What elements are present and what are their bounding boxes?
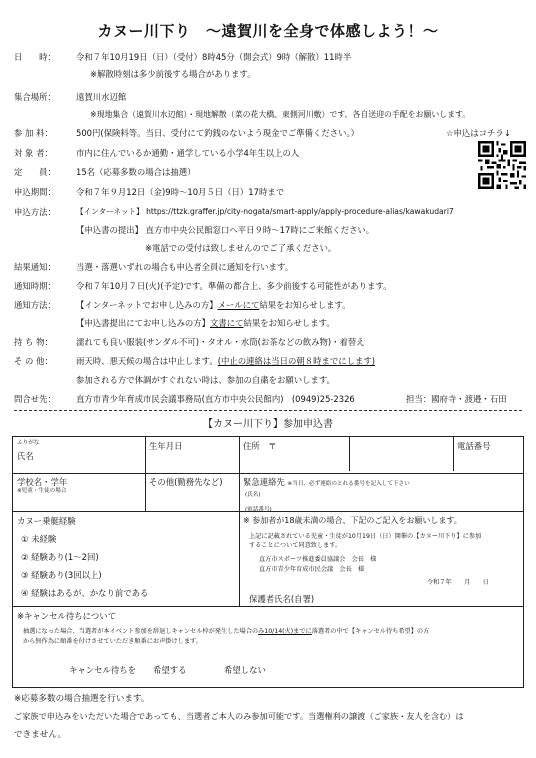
place-label: 集合場所： xyxy=(14,92,56,102)
cancel-text-1: 抽選になった場合、当選者が本イベント参加を辞退しキャンセル枠が発生した場合のみ10/14(火)までに落選者の中で【キャンセル待ち希望】の方 xyxy=(23,628,430,635)
qr-code-icon[interactable] xyxy=(478,141,526,189)
other-field[interactable]: その他(勤務先など) xyxy=(149,477,223,487)
address-field[interactable]: 住所 〒 xyxy=(243,441,277,451)
contact-value: 直方市青少年育成市民会議事務局(直方市中央公民館内) (0949)25-2326 xyxy=(76,394,355,404)
fee-value: 500円(保険料等。当日、受付にて釣銭のないよう現金でご準備ください。） xyxy=(76,128,360,138)
emergency-name: (氏名) xyxy=(245,492,261,498)
notify-method-internet: 【インターネットでお申し込みの方】メールにて結果をお知らせします。 xyxy=(76,300,351,310)
items-value: 濡れても良い服装(サンダル不可)・タオル・水筒(お茶などの飲み物)・着替え xyxy=(76,337,365,347)
other-label: そ の 他： xyxy=(14,356,53,366)
other-value: 雨天時、悪天候の場合は中止します。(中止の連絡は当日の朝８時までにします) xyxy=(76,356,375,366)
fee-label: 参 加 料： xyxy=(14,128,53,138)
cancel-text-2: から無作為に順番を付けさせていただき順番にお声掛けします。 xyxy=(23,638,202,645)
result-label: 結果通知： xyxy=(14,262,56,272)
phone-field[interactable]: 電話番号 xyxy=(457,441,491,451)
school-field[interactable]: 学校名・学年 xyxy=(17,477,68,487)
place-note: ※現地集合（遠賀川水辺館）・現地解散（菜の花大橋、東側河川敷）です。各自送迎の手配をお願いします。 xyxy=(90,110,471,119)
cancel-no-option[interactable]: 希望しない xyxy=(224,665,266,675)
contact-label: 問合せ先： xyxy=(14,394,56,404)
birth-field[interactable]: 生年月日 xyxy=(149,441,183,451)
method-label: 申込方法： xyxy=(14,207,56,217)
form-title: 【カヌー川下り】参加申込書 xyxy=(203,419,333,430)
result-value: 当選・落選いずれの場合も申込者全員に通知を行います。 xyxy=(76,262,294,272)
period-label: 申込期間： xyxy=(14,187,56,197)
cancel-title: ※キャンセル待ちについて xyxy=(17,611,116,621)
place-value: 遠賀川水辺館 xyxy=(76,92,127,102)
items-label: 持 ち 物： xyxy=(14,337,53,347)
notify-date-value: 令和７年10月７日(火)(予定)です。準備の都合上、多少前後する可能性があります。 xyxy=(76,281,392,291)
notify-date-label: 通知時期： xyxy=(14,281,56,291)
method-paper: 【申込書の提出】 直方市中央公民館窓口へ平日９時～17時にご来館ください。 xyxy=(76,225,375,235)
cancel-yes-option[interactable]: 希望する xyxy=(153,665,187,675)
form-cancel-table xyxy=(12,606,524,688)
form-experience-table xyxy=(12,511,524,607)
date-note: ※解散時刻は多少前後する場合があります。 xyxy=(90,69,256,79)
other-note: 参加される方で体調がすぐれない時は、参加の自粛をお願いします。 xyxy=(76,375,335,385)
period-value: 令和７年９月12日（金)9時～10月５日（日）17時まで xyxy=(76,187,285,197)
form-personal-table xyxy=(12,436,524,512)
exp-title: カヌー乗艇経験 xyxy=(17,516,76,526)
exp-option-3[interactable]: ③ 経験あり(3回以上) xyxy=(21,570,102,580)
cut-line xyxy=(14,410,522,411)
school-note: ※児童・生徒の場合 xyxy=(17,488,67,494)
contact-staff: 担当：國府寺・渡邉・石田 xyxy=(406,394,507,404)
page-title: カヌー川下り ～遠賀川を全身で体感しよう！～ xyxy=(97,22,439,40)
emergency-field[interactable]: 緊急連絡先 ※当日、必ず連絡のとれる番号を記入して下さい xyxy=(243,477,410,487)
footer-line-2: ご家族で申込みをいただいた場合であっても、当選者ご本人のみ参加可能です。当選権利の譲渡（ご家族・友人を含む）は xyxy=(14,711,464,721)
date-value: 令和７年10月19日（日）（受付）8時45分（開会式）9時（解散）11時半 xyxy=(76,52,352,62)
minor-date[interactable]: 令和７年 月 日 xyxy=(427,579,489,586)
date-label: 日 時： xyxy=(14,52,56,62)
capacity-value: 15名（応募多数の場合は抽選） xyxy=(76,167,196,177)
qr-note: ☆申込はコチラ↓ xyxy=(446,128,511,138)
target-value: 市内に住んでいるか通勤・通学している小学4年生以上の人 xyxy=(76,148,300,158)
method-net[interactable]: 【インターネット】 https://ttzk.graffer.jp/city-nogata/smart-apply/apply-procedure-alias/kawakudari7 xyxy=(76,207,454,216)
minor-org-1: 直方市スポーツ推進委員協議会 会長 様 xyxy=(259,556,377,563)
notify-method-paper: 【申込書提出にてお申し込みの方】文書にて結果をお知らせします。 xyxy=(76,318,335,328)
notify-method-label: 通知方法： xyxy=(14,300,56,310)
target-label: 対 象 者： xyxy=(14,148,53,158)
name-field[interactable]: 氏名 xyxy=(17,451,34,461)
exp-option-1[interactable]: ① 未経験 xyxy=(21,534,57,544)
emergency-phone: (電話番号) xyxy=(245,507,272,513)
minor-text-2: することについて同意致します。 xyxy=(249,542,342,549)
exp-option-2[interactable]: ② 経験あり(1～2回) xyxy=(21,552,99,562)
exp-option-4[interactable]: ④ 経験はあるが、かなり前である xyxy=(21,588,149,598)
minor-text-1: 上記に記載されている児童・生徒が10月19日（日）開催の【カヌー川下り】に参加 xyxy=(249,533,482,540)
minor-org-2: 直方市青少年育成市民会議 会長 様 xyxy=(259,566,365,573)
footer-line-1: ※応募多数の場合抽選を行います。 xyxy=(14,694,150,704)
furigana-label: ふりがな xyxy=(17,440,40,446)
capacity-label: 定 員： xyxy=(14,167,56,177)
footer-line-3: できません。 xyxy=(14,730,67,740)
cancel-choice-label: キャンセル待ちを xyxy=(69,665,136,675)
method-note: ※電話での受付は致しませんのでご了承ください。 xyxy=(145,243,337,253)
guardian-signature[interactable]: 保護者氏名(自署) xyxy=(249,594,315,604)
minor-title: ※ 参加者が18歳未満の場合、下記のご記入をお願いします。 xyxy=(243,516,462,525)
